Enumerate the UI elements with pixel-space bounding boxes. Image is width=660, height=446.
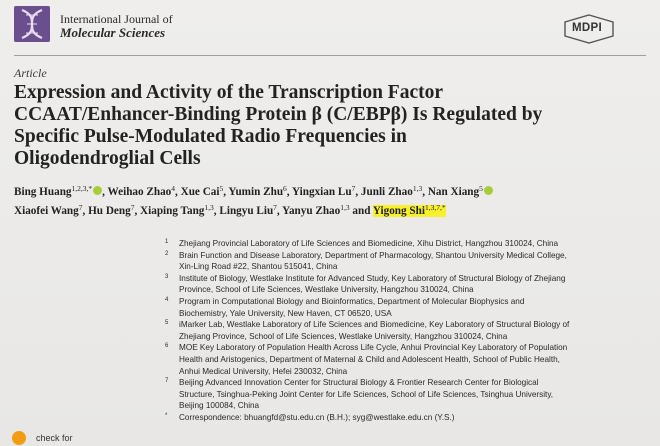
affiliation-text: Zhejiang Provincial Laboratory of Life Sciences and Biomedicine, Xihu District, Hangzhou 310024, China [179,239,559,248]
affiliation-text: Anhui Medical University, Hefei 230032, China [179,366,348,376]
article-title [14,82,644,170]
author-name[interactable]: , Xue Cai [175,186,220,198]
check-updates-label[interactable]: check for [36,433,73,443]
author-name[interactable]: , Nan Xiang [422,186,480,198]
affiliation-text: Structure, Tsinghua-Peking Joint Center for Life Sciences, School of Life Sciences, Tsinghua University, [179,389,554,399]
correspondence-text[interactable]: Correspondence: bhuangfd@stu.edu.cn (B.H.); syg@westlake.edu.cn (Y.S.) [179,412,455,422]
affiliation-text: iMarker Lab, Westlake Laboratory of Life Sciences and Biomedicine, Key Laboratory of Structural Biology of [179,320,570,330]
affiliation-text: Biochemistry, Yale University, New Haven, CT 06520, USA [179,308,392,318]
orcid-icon[interactable] [484,186,493,195]
affiliation-item [165,238,635,250]
affiliation-text: Beijing Advanced Innovation Center for Structural Biology & Frontier Research Center for Biological [179,378,539,388]
author-affil-sup: 6 [283,184,287,193]
author-name[interactable]: , Hu Deng [82,205,131,217]
author-affil-sup: 7 [78,203,83,212]
affiliation-number: 6 [165,343,169,350]
author-affil-sup: 5 [479,184,483,193]
title-line: Specific Pulse-Modulated Radio Frequencies in [14,126,407,147]
affiliation-text: Program in Computational Biology and Bioinformatics, Department of Molecular Biophysics and [179,296,525,306]
author-name[interactable]: , Xiaping Tang [134,205,205,217]
journal-name [60,12,173,40]
author-name[interactable]: Bing Huang [14,186,72,198]
article-type: Article [14,66,47,80]
affiliation-item [165,377,635,412]
affiliation-item [165,342,635,377]
affiliation-text: Institute of Biology, Westlake Institute for Advanced Study, Key Laboratory of Structural Biology of Zhejiang [179,273,566,283]
title-line: CCAAT/Enhancer-Binding Protein β (C/EBPβ) Is Regulated by [14,104,543,125]
journal-name-line2: Molecular Sciences [60,25,166,40]
affiliation-number: 7 [165,378,169,385]
affiliation-number: 1 [165,239,169,245]
header-divider [14,55,646,56]
affiliation-number: 2 [165,250,169,257]
author-affil-sup: 5 [219,184,224,193]
affiliation-text: MOE Key Laboratory of Population Health Across Life Cycle, Anhui Provincial Key Laboratory of Population [179,343,568,353]
affiliation-item [165,273,635,296]
author-name[interactable]: Yigong Shi [372,205,425,217]
author-name[interactable]: , Yanyu Zhao [276,205,341,217]
author-affil-sup: 7 [130,203,135,212]
author-line-2 [14,202,654,221]
journal-name-line1: International Journal of [60,12,173,26]
publisher-name: MDPI [572,22,602,34]
affiliation-text: Province, School of Life Sciences, Westlake University, Hangzhou 310024, China [179,285,474,295]
affiliation-item [165,250,635,273]
author-affil-sup: 4 [171,184,176,193]
title-line: Oligodendroglial Cells [14,148,201,169]
check-updates-icon[interactable] [12,431,26,445]
affiliation-number: * [165,412,168,419]
affiliation-number: 3 [165,273,169,280]
author-name[interactable]: , Lingyu Liu [213,205,274,217]
author-name[interactable]: , Junli Zhao [355,186,413,198]
author-name[interactable]: , Yumin Zhu [223,186,284,198]
correspondence-item [165,412,635,424]
author-affil-sup: 1,3 [412,184,423,193]
highlighted-author [373,205,446,217]
affiliation-number: 5 [165,320,169,327]
orcid-icon[interactable] [93,186,102,195]
affiliation-list [165,238,635,424]
author-affil-sup: 7 [351,184,356,193]
author-name[interactable]: , Weihao Zhao [102,186,172,198]
author-affil-sup: 1,3 [340,203,350,212]
affiliation-text: Zhejiang Province, School of Life Sciences, Westlake University, Hangzhou 310024, China [179,331,508,341]
affiliation-text: Health and Aristogenics, Department of Maternal & Child and Adolescent Health, School of Public Health, [179,354,560,364]
author-list [14,183,654,221]
affiliation-item [165,296,635,319]
journal-logo-icon [14,6,50,42]
affiliation-text: Beijing 100084, China [179,401,260,411]
author-affil-sup: 1,2,3,* [71,184,93,193]
affiliation-text: Brain Function and Disease Laboratory, Department of Pharmacology, Shantou University Medical College, [179,250,567,260]
author-conjunction: and [349,205,373,217]
author-name[interactable]: , Yingxian Lu [286,186,352,198]
affiliation-text: Xin-Ling Road #22, Shantou 515041, China [179,262,338,272]
author-affil-sup: 1,3 [204,203,214,212]
title-line: Expression and Activity of the Transcription Factor [14,82,443,103]
author-line-1 [14,183,654,202]
author-affil-sup: 7 [273,203,277,212]
affiliation-number: 4 [165,296,169,303]
author-name[interactable]: Xiaofei Wang [14,205,79,217]
affiliation-item [165,319,635,342]
author-affil-sup: 1,3,7,* [424,203,446,212]
